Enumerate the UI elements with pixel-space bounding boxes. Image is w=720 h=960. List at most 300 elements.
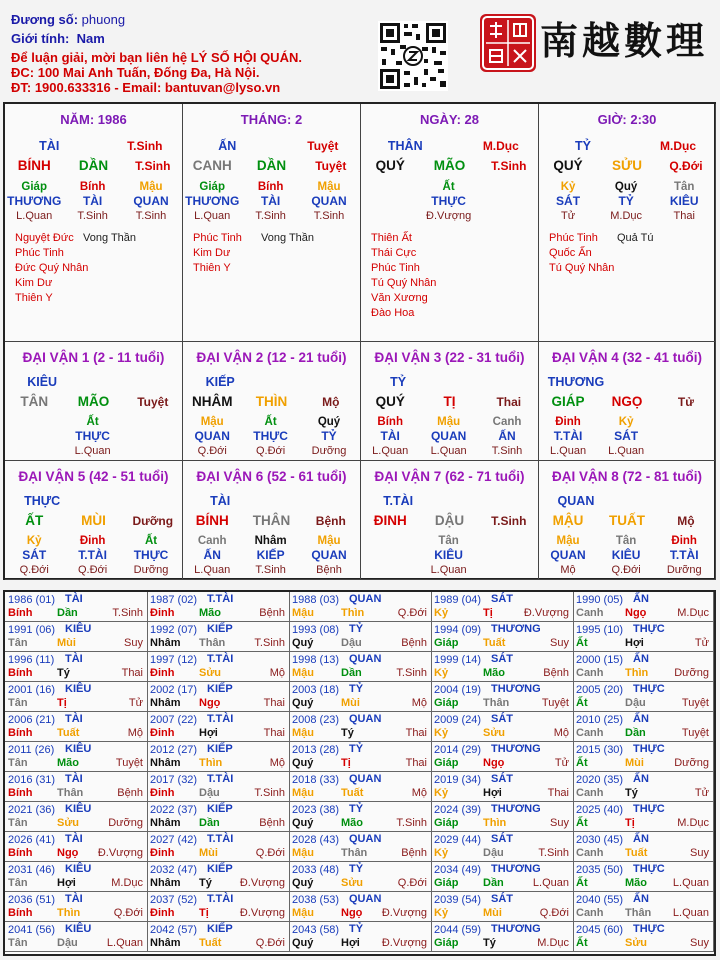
year-label: 1995 (10) xyxy=(576,624,624,636)
red-seal-icon xyxy=(480,14,536,72)
gender-label: Giới tính: xyxy=(11,31,70,46)
year-can: Bính xyxy=(8,787,33,799)
year-chi: Sửu xyxy=(483,727,506,739)
hidden-stem: Ất xyxy=(144,535,158,547)
year-cell xyxy=(573,712,714,742)
year-chi: Dần xyxy=(341,667,362,679)
year-chi: Thân xyxy=(199,637,226,649)
pillar-cell xyxy=(183,104,361,342)
dai-van-can: QUÝ xyxy=(375,394,405,409)
dai-van-star: KIÊU xyxy=(27,375,58,389)
owner-value: phuong xyxy=(81,12,126,27)
year-star: KIÊU xyxy=(65,803,92,815)
year-cell xyxy=(431,862,574,892)
dai-van-chi: MÙI xyxy=(81,513,106,528)
year-star: T.TÀI xyxy=(207,593,234,605)
year-cell xyxy=(147,862,290,892)
year-chi: Sửu xyxy=(625,937,648,949)
ten-god: KIÊU xyxy=(669,194,699,208)
ten-god: TÀI xyxy=(380,429,400,443)
year-can: Nhâm xyxy=(150,757,181,769)
contact-invite: Để luận giải, mời bạn liên hệ LÝ SỐ HỘI QUÁN. xyxy=(11,50,302,65)
shensha-star: Đào Hoa xyxy=(371,307,415,319)
year-cell xyxy=(573,892,714,922)
year-cell xyxy=(573,592,714,622)
hidden-stem: Bính xyxy=(377,416,403,428)
shensha-star: Thiên Y xyxy=(15,292,53,304)
life-stage: L.Quan xyxy=(372,445,409,457)
year-cell xyxy=(431,802,574,832)
shensha-star: Kim Dư xyxy=(193,247,231,259)
year-label: 1994 (09) xyxy=(434,624,482,636)
ten-god: ẤN xyxy=(203,548,221,562)
year-star: QUAN xyxy=(349,773,382,785)
year-can: Đinh xyxy=(150,787,175,799)
life-stage: Mộ xyxy=(560,564,576,576)
year-star: THƯƠNG xyxy=(491,863,541,875)
dai-van-cell xyxy=(361,342,539,461)
four-pillars-table xyxy=(3,102,716,580)
year-stage: Bệnh xyxy=(117,787,143,799)
year-star: QUAN xyxy=(349,593,382,605)
year-label: 1991 (06) xyxy=(8,624,56,636)
ten-god: T.TÀI xyxy=(669,548,699,562)
pillar-can: QUÝ xyxy=(553,158,583,173)
shensha-star: Vong Thần xyxy=(261,232,315,244)
year-can: Nhâm xyxy=(150,937,181,949)
year-stage: Q.Đới xyxy=(539,907,569,919)
dai-van-stage: Tử xyxy=(677,395,694,409)
shensha-star: Quả Tú xyxy=(617,232,654,244)
year-chi: Sửu xyxy=(199,667,222,679)
year-can: Nhâm xyxy=(150,817,181,829)
year-cell xyxy=(5,832,148,862)
year-stage: Dưỡng xyxy=(674,757,709,769)
year-label: 2002 (17) xyxy=(150,684,198,696)
year-cell xyxy=(573,832,714,862)
year-chi: Tý xyxy=(483,937,496,949)
shensha-star: Phúc Tinh xyxy=(15,247,64,259)
year-can: Nhâm xyxy=(150,877,181,889)
year-chi: Dần xyxy=(199,817,220,829)
year-label: 1986 (01) xyxy=(8,594,56,606)
pillar-top-stage: M.Dục xyxy=(482,139,519,153)
year-chi: Thân xyxy=(625,907,652,919)
year-label: 2044 (59) xyxy=(434,924,482,936)
year-stage: Tử xyxy=(554,757,569,769)
dai-van-cell xyxy=(183,461,361,580)
hidden-stem: Bính xyxy=(257,181,284,193)
year-star: THỰC xyxy=(633,923,665,935)
dai-van-chi: TỊ xyxy=(443,394,456,409)
year-star: KIÊU xyxy=(65,923,92,935)
year-chi: Mão xyxy=(341,817,363,829)
year-star: KIẾP xyxy=(207,863,233,875)
year-star: SÁT xyxy=(491,833,513,845)
year-stage: Bệnh xyxy=(401,637,427,649)
year-can: Mậu xyxy=(292,607,314,619)
year-can: Giáp xyxy=(434,817,459,829)
life-stage: L.Quan xyxy=(608,445,645,457)
life-stage: Tử xyxy=(560,210,576,222)
year-can: Canh xyxy=(576,787,604,799)
brand-logo: 南越數理 xyxy=(540,18,709,63)
year-stage: Thai xyxy=(405,757,427,769)
year-star: THỰC xyxy=(633,683,665,695)
year-label: 2004 (19) xyxy=(434,684,482,696)
year-cell xyxy=(147,622,290,652)
year-stage: Đ.Vượng xyxy=(381,907,427,919)
year-stage: Bệnh xyxy=(543,667,569,679)
year-stage: Suy xyxy=(550,637,569,649)
year-label: 2019 (34) xyxy=(434,774,482,786)
year-can: Mậu xyxy=(292,907,314,919)
year-stage: Bệnh xyxy=(259,607,285,619)
life-stage: Q.Đới xyxy=(197,445,227,457)
year-label: 2034 (49) xyxy=(434,864,482,876)
year-cell xyxy=(289,712,432,742)
dai-van-chi: THÌN xyxy=(255,394,288,409)
shensha-star: Thiên Y xyxy=(193,262,231,274)
year-can: Bính xyxy=(8,607,33,619)
year-chi: Mão xyxy=(57,757,79,769)
year-cell xyxy=(573,802,714,832)
year-stage: M.Dục xyxy=(677,817,709,829)
year-cell xyxy=(289,892,432,922)
year-chi: Ngọ xyxy=(57,847,79,859)
ten-god: QUAN xyxy=(430,429,467,443)
dai-van-stage: Mộ xyxy=(677,514,695,528)
dai-van-stage: Mộ xyxy=(322,395,340,409)
life-stage: T.Sinh xyxy=(135,210,167,222)
year-cell xyxy=(147,832,290,862)
hidden-stem: Mậu xyxy=(317,535,341,547)
year-can: Ất xyxy=(576,937,588,949)
year-chi: Thìn xyxy=(625,667,649,679)
year-stage: Mộ xyxy=(269,757,285,769)
dai-van-can: ĐINH xyxy=(373,513,407,528)
life-stage: Q.Đới xyxy=(256,445,286,457)
year-cell xyxy=(5,622,148,652)
year-label: 2005 (20) xyxy=(576,684,624,696)
year-can: Canh xyxy=(576,607,604,619)
year-can: Quý xyxy=(292,697,314,709)
year-cell xyxy=(431,772,574,802)
year-chi: Tị xyxy=(483,607,493,619)
year-chi: Tuất xyxy=(199,937,222,949)
pillar-top-stage: Tuyệt xyxy=(307,139,339,153)
year-star: TỶ xyxy=(349,803,364,815)
ten-god: QUAN xyxy=(194,429,230,443)
ten-god: T.TÀI xyxy=(553,429,583,443)
year-stage: T.Sinh xyxy=(396,817,427,829)
ten-god: KIẾP xyxy=(256,548,285,562)
year-label: 2022 (37) xyxy=(150,804,198,816)
dai-van-cell xyxy=(183,342,361,461)
year-stage: Đ.Vượng xyxy=(381,937,427,949)
year-chi: Ngọ xyxy=(483,757,505,769)
pillar-top-stage: T.Sinh xyxy=(127,139,163,153)
year-chi: Tuất xyxy=(483,637,506,649)
qr-code-icon[interactable] xyxy=(378,21,448,91)
year-stage: Mộ xyxy=(553,727,569,739)
year-stage: Suy xyxy=(690,937,709,949)
year-can: Kỷ xyxy=(434,607,449,619)
dai-van-title: ĐẠI VẬN 3 (22 - 31 tuổi) xyxy=(374,350,525,365)
pillar-cell xyxy=(539,104,716,342)
ten-god: SÁT xyxy=(614,429,639,443)
year-can: Canh xyxy=(576,847,604,859)
life-stage: Q.Đới xyxy=(19,564,49,576)
year-stage: Q.Đới xyxy=(397,877,427,889)
shensha-list xyxy=(371,231,436,321)
year-can: Tân xyxy=(8,877,28,889)
year-can: Kỷ xyxy=(434,907,449,919)
year-star: ẤN xyxy=(633,893,649,905)
year-star: KIÊU xyxy=(65,863,92,875)
dai-van-chi: NGỌ xyxy=(611,394,643,409)
year-stage: Tuyệt xyxy=(541,697,569,709)
year-can: Mậu xyxy=(292,847,314,859)
year-chi: Tý xyxy=(341,727,354,739)
hidden-stem: Đinh xyxy=(79,535,106,547)
year-star: THỰC xyxy=(633,743,665,755)
year-chi: Thân xyxy=(57,787,84,799)
year-label: 2007 (22) xyxy=(150,714,198,726)
year-can: Đinh xyxy=(150,607,175,619)
year-star: THƯƠNG xyxy=(491,923,541,935)
year-star: TÀI xyxy=(65,713,83,725)
year-stage: Q.Đới xyxy=(113,907,143,919)
year-stage: M.Dục xyxy=(677,607,709,619)
hidden-stem: Nhâm xyxy=(254,535,287,547)
year-chi: Dậu xyxy=(341,637,362,649)
year-chi: Hợi xyxy=(57,877,76,889)
year-star: TỶ xyxy=(349,923,364,935)
pillar-stage: T.Sinh xyxy=(135,159,171,173)
year-cell xyxy=(289,922,432,952)
life-stage: Thai xyxy=(673,210,695,222)
year-label: 2000 (15) xyxy=(576,654,624,666)
year-chi: Thìn xyxy=(57,907,81,919)
life-stage: L.Quan xyxy=(430,564,467,576)
year-label: 2021 (36) xyxy=(8,804,56,816)
year-chi: Mùi xyxy=(57,637,76,649)
year-chi: Tuất xyxy=(625,847,648,859)
dai-van-star: TÀI xyxy=(210,494,231,508)
year-star: SÁT xyxy=(491,773,513,785)
hidden-stem: Quý xyxy=(614,181,638,193)
life-stage: L.Quan xyxy=(74,445,111,457)
ten-god: QUAN xyxy=(311,194,347,208)
year-star: QUAN xyxy=(349,713,382,725)
year-label: 2011 (26) xyxy=(8,744,55,756)
year-cell xyxy=(573,622,714,652)
year-can: Mậu xyxy=(292,667,314,679)
year-star: T.TÀI xyxy=(207,653,234,665)
year-star: TÀI xyxy=(65,653,83,665)
year-stage: Tuyệt xyxy=(681,727,709,739)
year-chi: Ngọ xyxy=(341,907,363,919)
chart-header xyxy=(0,0,720,100)
hidden-stem: Ất xyxy=(264,416,277,428)
pillar-cell xyxy=(5,104,183,342)
life-stage: L.Quan xyxy=(430,445,467,457)
year-chi: Thìn xyxy=(483,817,507,829)
year-stage: Tử xyxy=(694,787,709,799)
shensha-star: Vong Thần xyxy=(83,232,137,244)
year-stage: Thai xyxy=(121,667,143,679)
dai-van-star: THƯƠNG xyxy=(547,375,605,389)
year-label: 1997 (12) xyxy=(150,654,198,666)
year-cell xyxy=(5,862,148,892)
hidden-stem: Mậu xyxy=(556,535,580,547)
year-stage: Tuyệt xyxy=(115,757,143,769)
ten-god: THƯƠNG xyxy=(185,194,240,208)
pillar-title: NGÀY: 28 xyxy=(420,112,479,127)
ten-god: THỰC xyxy=(431,194,466,208)
year-stage: Q.Đới xyxy=(255,847,285,859)
hidden-stem: Tân xyxy=(673,181,695,193)
year-star: THƯƠNG xyxy=(491,623,541,635)
year-star: ẤN xyxy=(633,653,649,665)
year-star: ẤN xyxy=(633,593,649,605)
year-star: ẤN xyxy=(633,713,649,725)
hidden-stem: Ất xyxy=(86,416,99,428)
year-can: Ất xyxy=(576,817,588,829)
year-label: 2025 (40) xyxy=(576,804,624,816)
year-stage: T.Sinh xyxy=(396,667,427,679)
hidden-stem: Mậu xyxy=(200,416,224,428)
hidden-stem: Mậu xyxy=(317,181,341,193)
year-label: 2039 (54) xyxy=(434,894,482,906)
year-can: Tân xyxy=(8,637,28,649)
dai-van-chi: THÂN xyxy=(252,513,291,528)
year-can: Đinh xyxy=(150,727,175,739)
pillar-star: TỶ xyxy=(575,139,591,153)
dai-van-cell xyxy=(361,461,539,580)
year-stage: Mộ xyxy=(269,667,285,679)
hidden-stem: Canh xyxy=(197,535,227,547)
year-chi: Hợi xyxy=(199,727,218,739)
year-chi: Tuất xyxy=(341,787,364,799)
hidden-stem: Mậu xyxy=(437,416,461,428)
year-cell xyxy=(147,712,290,742)
year-star: KIẾP xyxy=(207,923,233,935)
year-label: 2001 (16) xyxy=(8,684,56,696)
year-cell xyxy=(147,892,290,922)
year-cell xyxy=(5,772,148,802)
year-label: 2043 (58) xyxy=(292,924,340,936)
year-label: 2033 (48) xyxy=(292,864,340,876)
shensha-star: Quốc Ấn xyxy=(549,247,592,259)
year-label: 1987 (02) xyxy=(150,594,198,606)
year-can: Giáp xyxy=(434,757,459,769)
year-star: KIẾP xyxy=(207,683,233,695)
shensha-star: Thiên Ất xyxy=(371,232,412,244)
year-cell xyxy=(573,922,714,952)
year-stage: Đ.Vượng xyxy=(239,907,285,919)
dai-van-star: THỰC xyxy=(24,494,61,508)
year-cell xyxy=(431,892,574,922)
year-chi: Thân xyxy=(341,847,368,859)
year-can: Tân xyxy=(8,697,28,709)
ten-god: ẤN xyxy=(498,429,516,443)
year-label: 2010 (25) xyxy=(576,714,624,726)
year-stage: Dưỡng xyxy=(674,667,709,679)
year-label: 2006 (21) xyxy=(8,714,56,726)
year-cell xyxy=(5,742,148,772)
hidden-stem: Giáp xyxy=(199,181,225,193)
year-label: 2013 (28) xyxy=(292,744,340,756)
dai-van-cell xyxy=(539,461,716,580)
dai-van-title: ĐẠI VẬN 4 (32 - 41 tuổi) xyxy=(551,350,703,365)
year-can: Canh xyxy=(576,727,604,739)
year-stage: Suy xyxy=(124,637,143,649)
pillar-stage: T.Sinh xyxy=(491,159,527,173)
year-stage: L.Quan xyxy=(106,937,143,949)
year-can: Mậu xyxy=(292,727,314,739)
ten-god: KIÊU xyxy=(434,548,463,562)
dai-van-stage: Dưỡng xyxy=(132,514,174,528)
year-star: ẤN xyxy=(633,833,649,845)
year-label: 2042 (57) xyxy=(150,924,198,936)
dai-van-star: T.TÀI xyxy=(383,494,414,508)
year-star: THỰC xyxy=(633,863,665,875)
hidden-stem: Bính xyxy=(79,181,106,193)
ten-god: SÁT xyxy=(22,548,47,562)
shensha-list-secondary xyxy=(261,231,314,246)
hidden-stem: Kỷ xyxy=(618,416,634,428)
year-can: Kỷ xyxy=(434,667,449,679)
year-can: Canh xyxy=(576,907,604,919)
year-label: 2031 (46) xyxy=(8,864,56,876)
year-can: Giáp xyxy=(434,697,459,709)
ten-god: T.TÀI xyxy=(78,548,107,562)
year-stage: M.Dục xyxy=(537,937,569,949)
shensha-star: Thái Cực xyxy=(371,247,417,259)
gender-line xyxy=(11,31,105,46)
contact-phone-email: ĐT: 1900.633316 - Email: bantuvan@lyso.vn xyxy=(11,80,281,95)
ten-god: TÀI xyxy=(82,194,103,208)
life-stage: L.Quan xyxy=(549,445,587,457)
year-cell xyxy=(289,832,432,862)
year-stage: Thai xyxy=(547,787,569,799)
hidden-stem: Giáp xyxy=(21,181,47,193)
contact-address: ĐC: 100 Mai Anh Tuấn, Đống Đa, Hà Nội. xyxy=(11,65,260,80)
dai-van-cell xyxy=(539,342,716,461)
year-star: KIÊU xyxy=(65,743,92,755)
year-cell xyxy=(573,772,714,802)
year-label: 2032 (47) xyxy=(150,864,198,876)
year-chi: Tị xyxy=(341,757,351,769)
ten-god: QUAN xyxy=(133,194,169,208)
ten-god: SÁT xyxy=(556,194,581,208)
dai-van-stage: Thai xyxy=(496,395,522,409)
year-can: Quý xyxy=(292,637,314,649)
year-stage: Đ.Vượng xyxy=(239,877,285,889)
year-can: Quý xyxy=(292,817,314,829)
year-star: T.TÀI xyxy=(207,893,234,905)
year-chi: Tị xyxy=(625,817,635,829)
year-chi: Dần xyxy=(483,877,504,889)
year-chi: Thìn xyxy=(341,607,365,619)
year-star: KIÊU xyxy=(65,683,92,695)
year-cell xyxy=(147,592,290,622)
year-can: Quý xyxy=(292,877,314,889)
year-label: 2030 (45) xyxy=(576,834,624,846)
shensha-star: Đức Quý Nhân xyxy=(15,262,89,274)
